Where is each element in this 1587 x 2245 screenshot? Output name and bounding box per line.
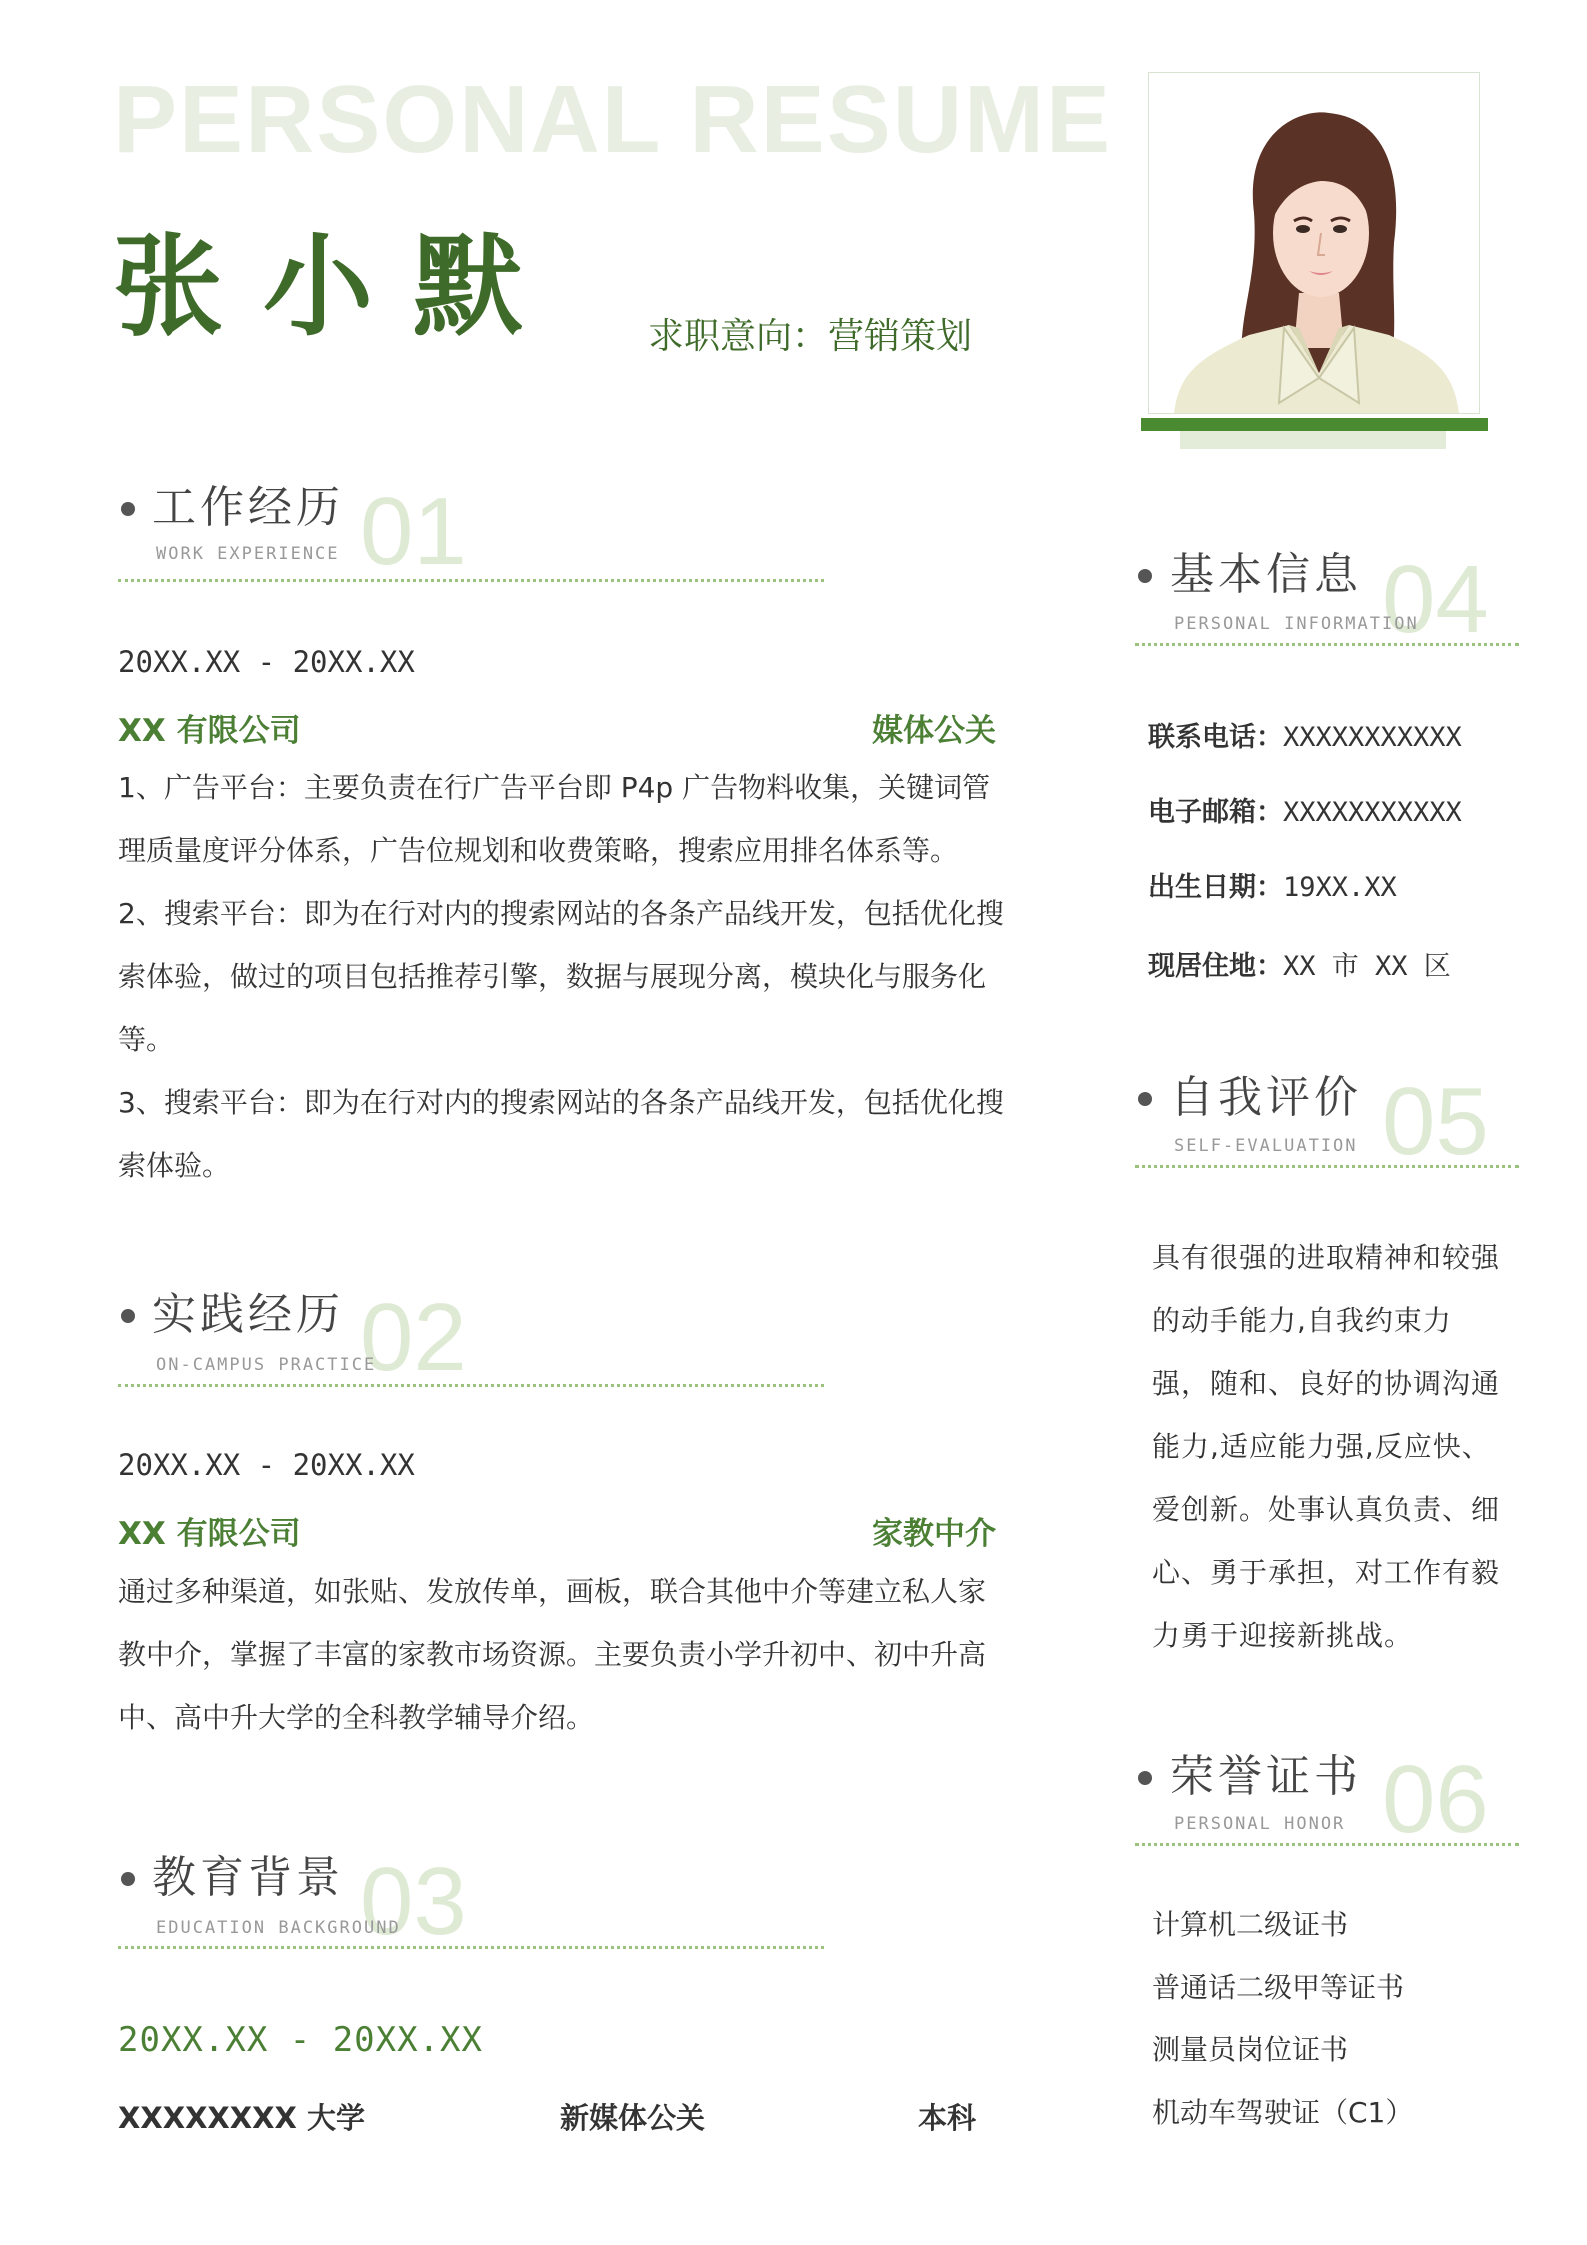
- practice-section-divider: [118, 1384, 824, 1387]
- honor-section-title: 荣誉证书: [1170, 1751, 1362, 1802]
- info-section-subtitle: PERSONAL INFORMATION: [1174, 614, 1419, 634]
- photo-accent-shadow: [1180, 431, 1446, 449]
- work-paragraph: 2、搜索平台：即为在行对内的搜索网站的各条产品线开发，包括优化搜索体验，做过的项目包括推荐引擎，数据与展现分离，模块化与服务化等。: [118, 897, 1004, 1056]
- info-email: [1148, 790, 1462, 829]
- honor-item: 计算机二级证书: [1152, 1908, 1349, 1941]
- work-description: [118, 756, 1008, 1197]
- job-intent: 求职意向：营销策划: [648, 316, 973, 357]
- info-address: [1148, 944, 1451, 983]
- info-birth-label: 出生日期：: [1148, 872, 1283, 903]
- honor-item: 机动车驾驶证（C1）: [1152, 2096, 1414, 2129]
- work-section-divider: [118, 579, 824, 582]
- practice-date: 20XX.XX - 20XX.XX: [118, 1448, 415, 1482]
- education-school: XXXXXXXX 大学: [118, 2101, 365, 2135]
- info-section-number: 04: [1382, 546, 1489, 653]
- practice-section-subtitle: ON-CAMPUS PRACTICE: [156, 1355, 377, 1375]
- info-birth: [1148, 865, 1397, 904]
- self-section-divider: [1135, 1165, 1519, 1168]
- honor-section-number: 06: [1382, 1746, 1489, 1853]
- info-phone-label: 联系电话：: [1148, 722, 1283, 753]
- portrait-illustration-icon: [1149, 73, 1479, 413]
- education-section-subtitle: EDUCATION BACKGROUND: [156, 1918, 401, 1938]
- candidate-name: 张小默: [113, 223, 563, 351]
- info-birth-value: 19XX.XX: [1283, 872, 1397, 903]
- info-section-bullet: [1138, 569, 1152, 583]
- work-paragraph: 1、广告平台：主要负责在行广告平台即 P4p 广告物料收集，关键词管理质量度评分体系，广告位规划和收费策略，搜索应用排名体系等。: [118, 771, 991, 867]
- work-company: XX 有限公司: [118, 713, 301, 749]
- profile-photo: [1148, 72, 1480, 414]
- practice-section-title: 实践经历: [152, 1289, 344, 1340]
- work-section-number: 01: [360, 478, 467, 585]
- self-section-number: 05: [1382, 1068, 1489, 1175]
- self-section-subtitle: SELF-EVALUATION: [1174, 1136, 1358, 1156]
- info-section-title: 基本信息: [1170, 549, 1362, 600]
- info-address-value: XX 市 XX 区: [1283, 951, 1451, 982]
- practice-company: XX 有限公司: [118, 1516, 301, 1552]
- self-evaluation-paragraph: 具有很强的进取精神和较强的动手能力,自我约束力强，随和、良好的协调沟通能力,适应能力强,反应快、爱创新。处事认真负责、细心、勇于承担，对工作有毅力勇于迎接新挑战。: [1152, 1241, 1501, 1652]
- work-paragraph: 3、搜索平台：即为在行对内的搜索网站的各条产品线开发，包括优化搜索体验。: [118, 1086, 1004, 1182]
- self-section-bullet: [1138, 1092, 1152, 1106]
- info-phone: [1148, 715, 1462, 754]
- practice-paragraph: 通过多种渠道，如张贴、发放传单，画板，联合其他中介等建立私人家教中介，掌握了丰富的家教市场资源。主要负责小学升初中、初中升高中、高中升大学的全科教学辅导介绍。: [118, 1575, 987, 1734]
- info-email-value: XXXXXXXXXXX: [1283, 797, 1462, 828]
- practice-section-bullet: [121, 1309, 135, 1323]
- work-date: 20XX.XX - 20XX.XX: [118, 645, 415, 679]
- info-email-label: 电子邮箱：: [1148, 797, 1283, 828]
- honor-section-divider: [1135, 1843, 1519, 1846]
- honor-item: 普通话二级甲等证书: [1152, 1971, 1405, 2004]
- education-section-bullet: [121, 1872, 135, 1886]
- honor-section-subtitle: PERSONAL HONOR: [1174, 1814, 1346, 1834]
- work-section-bullet: [121, 502, 135, 516]
- work-section-subtitle: WORK EXPERIENCE: [156, 544, 340, 564]
- practice-section-number: 02: [360, 1284, 467, 1391]
- header-watermark: PERSONAL RESUME: [113, 66, 1113, 173]
- photo-accent-bar: [1141, 418, 1488, 431]
- info-address-label: 现居住地：: [1148, 951, 1283, 982]
- self-evaluation-text: [1152, 1226, 1508, 1667]
- work-section-title: 工作经历: [152, 482, 344, 533]
- info-section-divider: [1135, 643, 1519, 646]
- work-role: 媒体公关: [872, 713, 996, 749]
- education-degree: 本科: [918, 2101, 977, 2135]
- practice-description: [118, 1560, 1008, 1749]
- education-date: 20XX.XX - 20XX.XX: [118, 2020, 483, 2060]
- info-phone-value: XXXXXXXXXXX: [1283, 722, 1462, 753]
- honor-section-bullet: [1138, 1771, 1152, 1785]
- honor-item: 测量员岗位证书: [1152, 2033, 1349, 2066]
- education-section-title: 教育背景: [152, 1852, 344, 1903]
- education-major: 新媒体公关: [560, 2101, 706, 2135]
- practice-role: 家教中介: [872, 1516, 996, 1552]
- education-section-divider: [118, 1946, 824, 1949]
- self-section-title: 自我评价: [1170, 1072, 1362, 1123]
- education-section-number: 03: [360, 1848, 467, 1955]
